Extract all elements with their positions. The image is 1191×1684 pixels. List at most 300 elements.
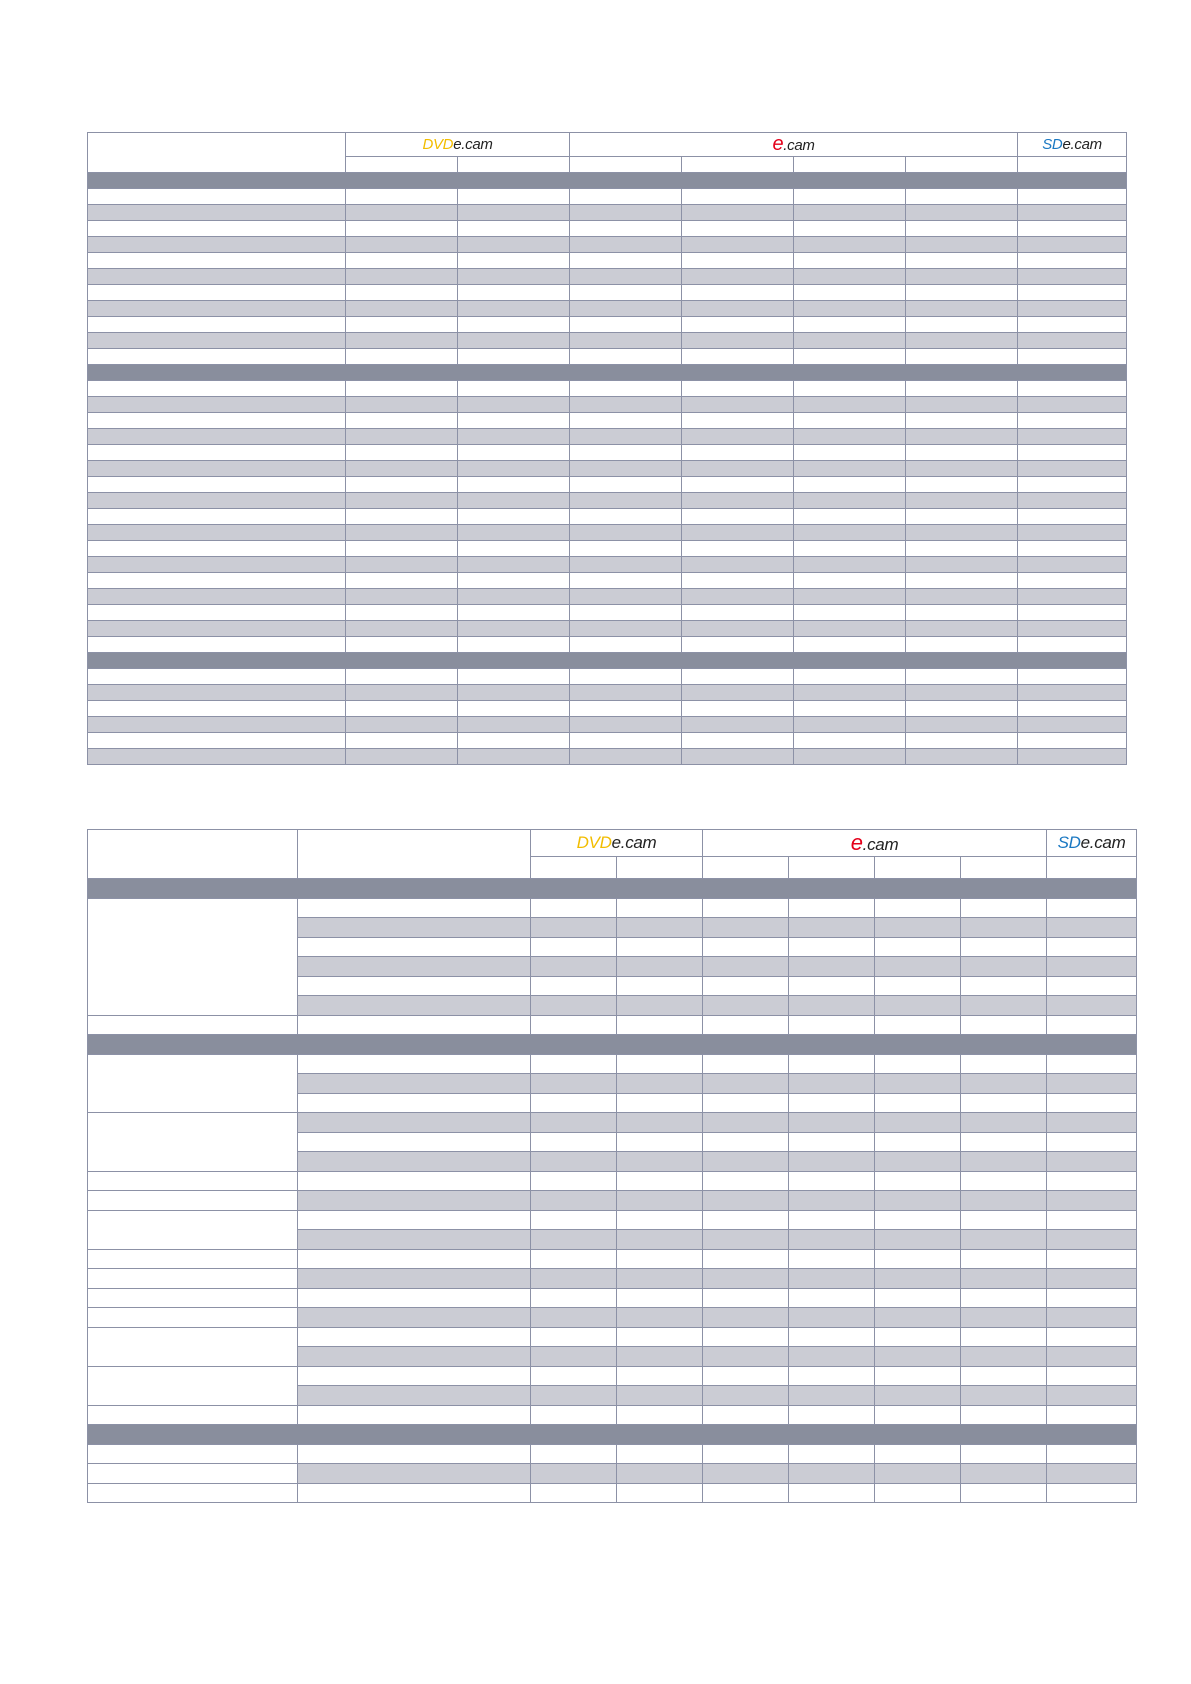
table-cell (617, 1074, 703, 1094)
table-cell (458, 621, 570, 637)
row-label-header (88, 830, 298, 879)
table-cell (617, 1191, 703, 1211)
table-cell (794, 397, 906, 413)
table-cell (346, 317, 458, 333)
table-cell (531, 1483, 617, 1503)
table-cell (682, 605, 794, 621)
sd-ecam-logo: SDe.cam (1057, 833, 1126, 852)
table-cell (531, 1152, 617, 1172)
table-cell (703, 1152, 789, 1172)
table-cell (617, 1054, 703, 1074)
table-cell (789, 1405, 875, 1425)
table-cell (1047, 1074, 1137, 1094)
table-cell (570, 269, 682, 285)
model-cell (1047, 857, 1137, 879)
table-cell (906, 477, 1018, 493)
table-cell (906, 541, 1018, 557)
table-cell (794, 317, 906, 333)
table-cell (906, 189, 1018, 205)
table-cell (682, 205, 794, 221)
table-cell (1047, 918, 1137, 938)
row-label-header (88, 133, 346, 173)
table-cell (617, 1347, 703, 1367)
table-cell (789, 1191, 875, 1211)
table-cell (794, 573, 906, 589)
table-cell (906, 285, 1018, 301)
table-cell (794, 605, 906, 621)
table-cell (1018, 749, 1127, 765)
table-cell (682, 189, 794, 205)
table-cell (298, 1113, 531, 1133)
row-group-label (88, 1269, 298, 1289)
table-cell (1047, 1093, 1137, 1113)
table-cell (1018, 701, 1127, 717)
table-cell (703, 1308, 789, 1328)
table-cell (682, 685, 794, 701)
table-cell (88, 285, 346, 301)
table-cell (458, 349, 570, 365)
table-row (88, 1464, 1137, 1484)
table-cell (682, 525, 794, 541)
row-group-label (88, 1288, 298, 1308)
dvd-ecam-header (531, 830, 703, 857)
table-cell (875, 1386, 961, 1406)
table-cell (961, 918, 1047, 938)
table-cell (570, 525, 682, 541)
table-cell (617, 898, 703, 918)
table-cell (875, 1308, 961, 1328)
table-cell (617, 1113, 703, 1133)
section-header-row (88, 1035, 1137, 1055)
table-cell (1018, 669, 1127, 685)
table-cell (906, 413, 1018, 429)
table-cell (906, 557, 1018, 573)
table-cell (88, 685, 346, 701)
table-cell (458, 749, 570, 765)
table-cell (531, 1347, 617, 1367)
table-cell (794, 333, 906, 349)
section-header-band (88, 1035, 1137, 1055)
table-cell (875, 918, 961, 938)
table-cell (531, 1054, 617, 1074)
table-cell (1018, 381, 1127, 397)
table-cell (789, 1464, 875, 1484)
table-cell (703, 898, 789, 918)
table-cell (703, 1366, 789, 1386)
table-cell (346, 445, 458, 461)
table-cell (88, 717, 346, 733)
table-cell (961, 1249, 1047, 1269)
table-cell (570, 205, 682, 221)
table-cell (906, 717, 1018, 733)
table-cell (789, 1366, 875, 1386)
table-cell (458, 253, 570, 269)
table-row (88, 525, 1127, 541)
table-cell (298, 1171, 531, 1191)
table-cell (794, 205, 906, 221)
table-cell (298, 1308, 531, 1328)
table-row (88, 301, 1127, 317)
table-cell (1047, 898, 1137, 918)
table-cell (346, 477, 458, 493)
table-cell (794, 237, 906, 253)
table-cell (458, 429, 570, 445)
table-cell (531, 1269, 617, 1289)
table-cell (458, 317, 570, 333)
table-cell (682, 445, 794, 461)
table-cell (1018, 349, 1127, 365)
table-cell (458, 557, 570, 573)
table-cell (88, 637, 346, 653)
table-cell (458, 413, 570, 429)
table-cell (88, 493, 346, 509)
table-cell (617, 996, 703, 1016)
table-cell (682, 381, 794, 397)
table-row (88, 605, 1127, 621)
table-cell (458, 701, 570, 717)
table-cell (298, 1269, 531, 1289)
section-header-band (88, 365, 1127, 381)
table-cell (346, 493, 458, 509)
table-cell (531, 1132, 617, 1152)
table-cell (458, 285, 570, 301)
table-cell (1047, 1113, 1137, 1133)
row-group-label (88, 1054, 298, 1113)
table-cell (703, 1249, 789, 1269)
table-cell (570, 461, 682, 477)
table-cell (458, 541, 570, 557)
model-cell (346, 157, 458, 173)
table-cell (961, 1269, 1047, 1289)
table-cell (458, 189, 570, 205)
table-cell (794, 413, 906, 429)
table-cell (298, 898, 531, 918)
table-cell (298, 1132, 531, 1152)
table-cell (531, 1366, 617, 1386)
table-cell (531, 1308, 617, 1328)
table-row (88, 205, 1127, 221)
table-cell (346, 381, 458, 397)
table-cell (906, 349, 1018, 365)
table-cell (906, 589, 1018, 605)
table-row (88, 397, 1127, 413)
table-cell (961, 1152, 1047, 1172)
table-cell (703, 957, 789, 977)
table-cell (789, 1230, 875, 1250)
table-cell (570, 701, 682, 717)
table-cell (1018, 557, 1127, 573)
table-cell (458, 221, 570, 237)
table-cell (906, 397, 1018, 413)
table-cell (346, 637, 458, 653)
table-cell (346, 701, 458, 717)
table-cell (875, 1347, 961, 1367)
table-cell (88, 205, 346, 221)
table-cell (88, 189, 346, 205)
table-row (88, 1327, 1137, 1347)
table-cell (703, 1230, 789, 1250)
table-cell (789, 976, 875, 996)
table-cell (961, 1113, 1047, 1133)
table-cell (961, 1074, 1047, 1094)
table-cell (570, 493, 682, 509)
table-cell (1047, 1191, 1137, 1211)
table-cell (875, 1366, 961, 1386)
table-cell (531, 1210, 617, 1230)
section-header-band (88, 879, 1137, 899)
table-cell (906, 333, 1018, 349)
table-cell (794, 301, 906, 317)
dvd-ecam-logo: DVDe.cam (422, 135, 493, 153)
table-cell (346, 621, 458, 637)
table-cell (617, 1444, 703, 1464)
table-cell (570, 541, 682, 557)
table-row (88, 717, 1127, 733)
table-cell (458, 509, 570, 525)
table-cell (961, 1464, 1047, 1484)
table-cell (88, 669, 346, 685)
table-cell (458, 445, 570, 461)
table-cell (906, 637, 1018, 653)
table-row (88, 477, 1127, 493)
table-cell (346, 525, 458, 541)
model-cell (682, 157, 794, 173)
table-cell (458, 717, 570, 733)
table-cell (1018, 445, 1127, 461)
table-cell (794, 285, 906, 301)
table-cell (875, 1113, 961, 1133)
table-cell (875, 1444, 961, 1464)
table-cell (794, 621, 906, 637)
table-row (88, 429, 1127, 445)
table-cell (682, 285, 794, 301)
table-cell (617, 937, 703, 957)
table-cell (789, 1327, 875, 1347)
table-cell (789, 1132, 875, 1152)
table-row (88, 317, 1127, 333)
table-cell (458, 669, 570, 685)
table-cell (298, 1327, 531, 1347)
table-cell (346, 717, 458, 733)
table-cell (458, 381, 570, 397)
table-cell (346, 205, 458, 221)
row-group-label (88, 1308, 298, 1328)
table-cell (682, 461, 794, 477)
table-cell (875, 976, 961, 996)
table-cell (617, 1386, 703, 1406)
table-cell (794, 221, 906, 237)
row-group-label (88, 1366, 298, 1405)
table-cell (531, 1249, 617, 1269)
table-cell (88, 541, 346, 557)
table-cell (703, 1093, 789, 1113)
table-cell (458, 397, 570, 413)
table-cell (906, 205, 1018, 221)
row-group-label (88, 1210, 298, 1249)
table-cell (458, 461, 570, 477)
table-cell (961, 996, 1047, 1016)
table-cell (1018, 221, 1127, 237)
table-cell (1047, 976, 1137, 996)
table-cell (298, 1191, 531, 1211)
table-row (88, 749, 1127, 765)
table-cell (703, 1347, 789, 1367)
model-cell (617, 857, 703, 879)
table-cell (570, 317, 682, 333)
table-cell (298, 1230, 531, 1250)
table-cell (961, 1444, 1047, 1464)
table-cell (682, 669, 794, 685)
table-row (88, 589, 1127, 605)
table-cell (682, 589, 794, 605)
table-cell (1047, 957, 1137, 977)
table-cell (88, 509, 346, 525)
table-cell (1047, 1171, 1137, 1191)
table-cell (961, 976, 1047, 996)
table-cell (88, 397, 346, 413)
table-cell (789, 1171, 875, 1191)
table-cell (298, 1386, 531, 1406)
table-cell (682, 749, 794, 765)
table-cell (682, 301, 794, 317)
table-cell (531, 1464, 617, 1484)
table-cell (682, 237, 794, 253)
table-cell (298, 1405, 531, 1425)
table-cell (1047, 1444, 1137, 1464)
table-cell (531, 957, 617, 977)
table-row (88, 413, 1127, 429)
table-cell (703, 1327, 789, 1347)
table-cell (531, 1386, 617, 1406)
table-cell (570, 589, 682, 605)
table-cell (617, 1464, 703, 1484)
table-row (88, 221, 1127, 237)
table-cell (794, 445, 906, 461)
table-row (88, 621, 1127, 637)
table-cell (531, 918, 617, 938)
table-cell (88, 381, 346, 397)
table-cell (346, 605, 458, 621)
table-cell (88, 701, 346, 717)
table-cell (789, 1249, 875, 1269)
table-cell (789, 937, 875, 957)
table-cell (703, 1015, 789, 1035)
table-row (88, 1405, 1137, 1425)
table-cell (570, 301, 682, 317)
table-cell (298, 1249, 531, 1269)
table-cell (298, 1464, 531, 1484)
table-cell (703, 1054, 789, 1074)
table-cell (88, 269, 346, 285)
table-cell (682, 269, 794, 285)
table-cell (875, 1093, 961, 1113)
table-cell (570, 429, 682, 445)
ecam-logo: e.cam (850, 830, 899, 855)
model-cell (906, 157, 1018, 173)
table-cell (298, 1015, 531, 1035)
table-cell (617, 1269, 703, 1289)
table-cell (906, 253, 1018, 269)
table-cell (682, 733, 794, 749)
table-cell (1018, 253, 1127, 269)
row-group-label (88, 1483, 298, 1503)
table-cell (875, 937, 961, 957)
spec-table-1 (87, 132, 1127, 765)
table-cell (1047, 1054, 1137, 1074)
table-cell (794, 477, 906, 493)
table-row (88, 557, 1127, 573)
table-cell (617, 976, 703, 996)
table-cell (1018, 509, 1127, 525)
table-cell (88, 733, 346, 749)
table-cell (570, 573, 682, 589)
table-row (88, 1444, 1137, 1464)
table-cell (346, 253, 458, 269)
table-cell (346, 237, 458, 253)
table-cell (961, 1405, 1047, 1425)
table-cell (961, 1288, 1047, 1308)
table-cell (961, 1132, 1047, 1152)
table-row (88, 237, 1127, 253)
section-header-band (88, 1425, 1137, 1445)
table-cell (346, 269, 458, 285)
table-cell (298, 1347, 531, 1367)
table-cell (617, 1171, 703, 1191)
table-cell (88, 557, 346, 573)
table-cell (1018, 525, 1127, 541)
table-cell (1018, 717, 1127, 733)
table-cell (617, 1288, 703, 1308)
table-cell (794, 717, 906, 733)
ecam-header (570, 133, 1018, 157)
table-cell (682, 429, 794, 445)
model-cell (531, 857, 617, 879)
table-cell (570, 189, 682, 205)
table-cell (682, 701, 794, 717)
table-cell (88, 605, 346, 621)
table-cell (875, 957, 961, 977)
table-cell (1018, 573, 1127, 589)
table-cell (682, 333, 794, 349)
table-cell (906, 237, 1018, 253)
table-cell (875, 1152, 961, 1172)
table-cell (458, 269, 570, 285)
table-cell (346, 749, 458, 765)
table-cell (1018, 189, 1127, 205)
dvd-ecam-logo: DVDe.cam (576, 833, 657, 852)
table-cell (961, 1230, 1047, 1250)
table-cell (298, 957, 531, 977)
table-row (88, 1483, 1137, 1503)
table-row (88, 189, 1127, 205)
table-cell (703, 937, 789, 957)
table-cell (570, 221, 682, 237)
table-cell (458, 301, 570, 317)
table-cell (346, 413, 458, 429)
table-cell (789, 1269, 875, 1289)
table-row (88, 1308, 1137, 1328)
table-cell (458, 333, 570, 349)
table-cell (1018, 621, 1127, 637)
table-cell (570, 733, 682, 749)
section-header-row (88, 879, 1137, 899)
table-cell (703, 1171, 789, 1191)
row-group-label (88, 1171, 298, 1191)
table-cell (961, 1210, 1047, 1230)
table-cell (794, 637, 906, 653)
table-row (88, 1015, 1137, 1035)
table-cell (789, 996, 875, 1016)
